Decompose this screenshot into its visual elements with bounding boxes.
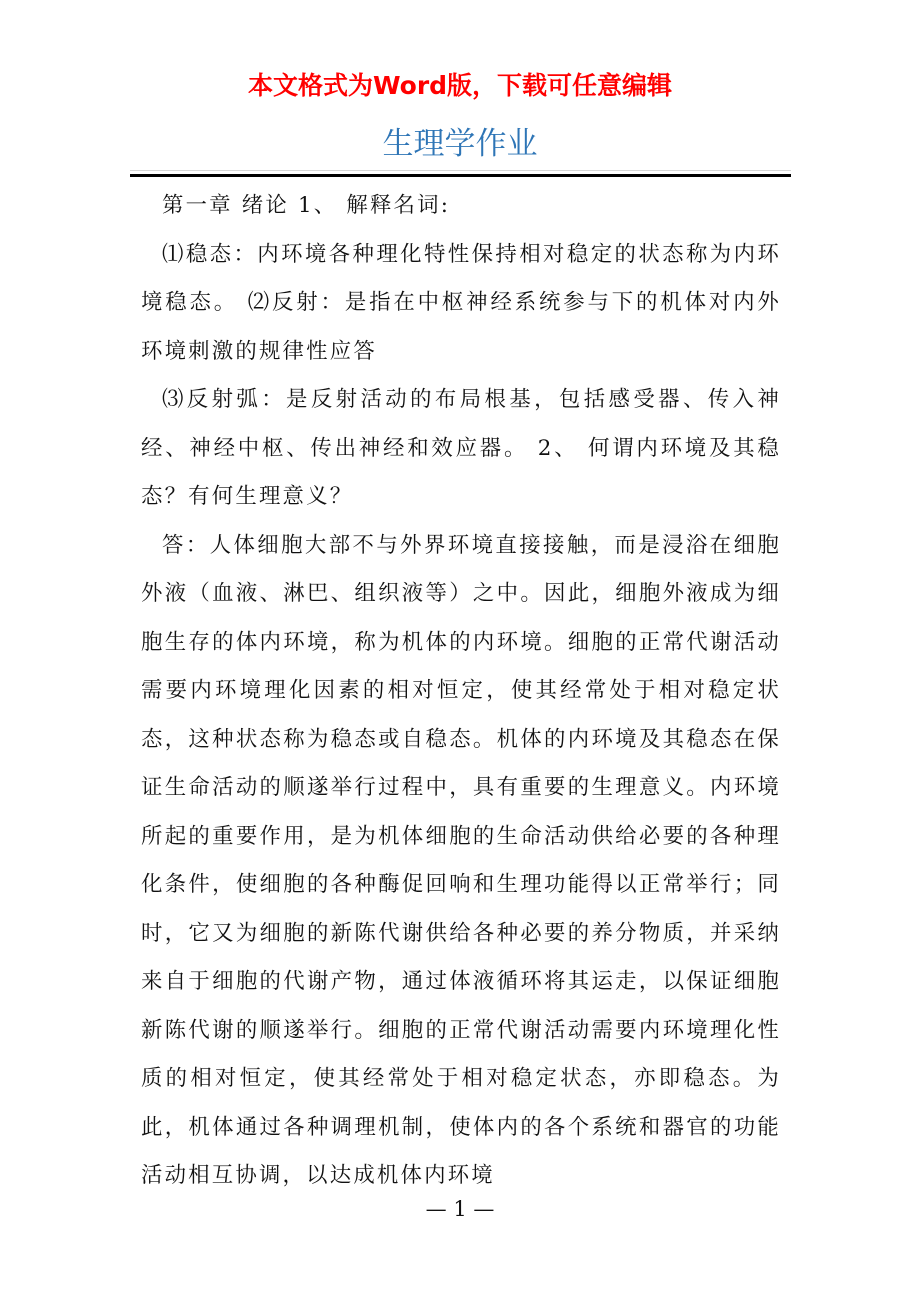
definition-paragraph-reflex-arc: ⑶反射弧：是反射活动的布局根基，包括感受器、传入神经、神经中枢、传出神经和效应器。 2、 何谓内环境及其稳态？有何生理意义？ (141, 387, 781, 509)
page-number: — 1 — (425, 1197, 495, 1221)
chapter-heading-paragraph: 第一章 绪论 1、 解释名词: (162, 193, 451, 218)
title-divider (130, 174, 791, 177)
document-body (141, 182, 781, 1201)
definition-paragraph-steady-state-reflex: ⑴稳态：内环境各种理化特性保持相对稳定的状态称为内环境稳态。 ⑵反射：是指在中枢神经系统参与下的机体对内外环境刺激的规律性应答 (141, 241, 781, 364)
download-notice-banner: 本文格式为Word版，下载可任意编辑 (247, 71, 673, 100)
title-divider-thin (130, 170, 791, 171)
answer-paragraph: 答：人体细胞大部不与外界环境直接接触，而是浸浴在细胞外液（血液、淋巴、组织液等）之中。因此，细胞外液成为细胞生存的体内环境，称为机体的内环境。细胞的正常代谢活动需要内环境理化因素的相对恒定，使其经常处于相对稳定状态，这种状态称为稳态或自稳态。机体的内环境及其稳态在保证生命活动的顺遂举行过程中，具有重要的生理意义。内环境所起的重要作用，是为机体细胞的生命活动供给必要的各种理化条件，使细胞的各种酶促回响和生理功能得以正常举行；同时，它又为细胞的新陈代谢供给各种必要的养分物质，并采纳来自于细胞的代谢产物，通过体液循环将其运走，以保证细胞新陈代谢的顺遂举行。细胞的正常代谢活动需要内环境理化性质的相对恒定，使其经常处于相对稳定状态，亦即稳态。为此，机体通过各种调理机制，使体内的各个系统和器官的功能活动相互协调，以达成机体内环境 (141, 532, 781, 1188)
document-title: 生理学作业 (382, 126, 538, 162)
